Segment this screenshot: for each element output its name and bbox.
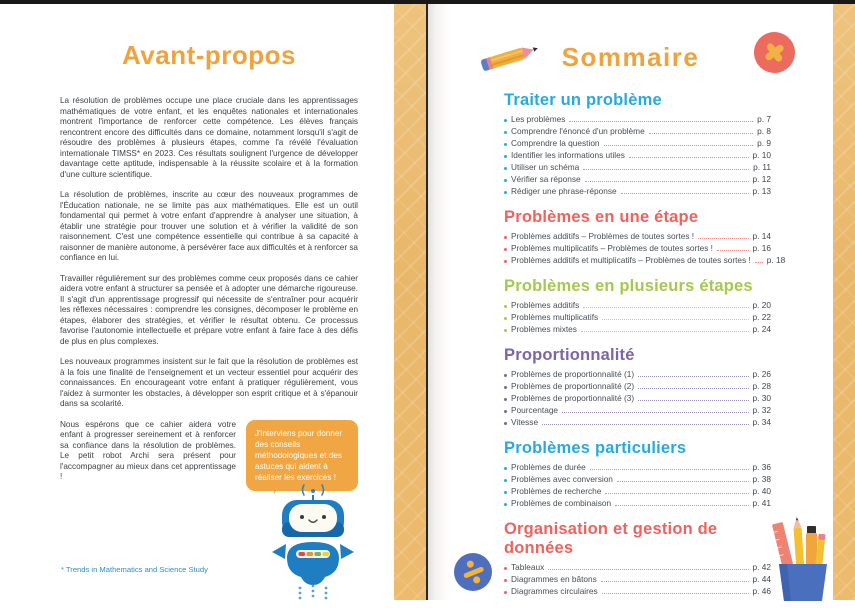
toc-item[interactable] xyxy=(504,243,771,255)
toc-item-label: Comprendre l'énoncé d'un problème xyxy=(511,126,645,136)
robot-speech-bubble: J'interviens pour donner des conseils méthodologiques et des astuces qui aident à réaliser les exercices ! xyxy=(246,420,358,491)
toc-item[interactable] xyxy=(504,498,771,510)
bullet-icon xyxy=(504,386,507,389)
toc-item-page: p. 22 xyxy=(752,312,771,322)
toc-item[interactable] xyxy=(504,186,771,198)
bullet-icon xyxy=(504,329,507,332)
toc xyxy=(504,91,786,608)
bullet-icon xyxy=(504,191,507,194)
bullet-icon xyxy=(504,236,507,239)
dotted-leader xyxy=(542,424,748,425)
toc-item[interactable] xyxy=(504,405,771,417)
toc-item-page: p. 26 xyxy=(752,369,771,379)
bullet-icon xyxy=(504,422,507,425)
toc-item-label: Problèmes de proportionnalité (2) xyxy=(511,381,635,391)
toc-item-label: Problèmes de durée xyxy=(511,462,586,472)
bullet-icon xyxy=(504,317,507,320)
toc-item[interactable] xyxy=(504,474,771,486)
toc-item[interactable] xyxy=(504,231,771,243)
toc-section-heading: Organisation et gestion de données xyxy=(504,520,718,557)
dotted-leader xyxy=(638,388,748,389)
foreword-paragraph: Travailler régulièrement sur des problèmes comme ceux proposés dans ce cahier aidera votre enfant à structurer sa pensée et à adopter une démarche rigoureuse. Il s'agit d'un apprentissage progressif qui nécessite de s'entraîner pour acquérir les réflexes nécessaires : comprendre les consignes, décomposer le problème en étapes, élaborer des stratégies, et vérifier le résultat obtenu. Ce processus favorise l'autonomie intellectuelle et prépare votre enfant à faire face à des défis de plus en plus complexes. xyxy=(60,273,358,346)
toc-section-2 xyxy=(504,277,771,336)
toc-item-page: p. 8 xyxy=(757,126,771,136)
toc-item-label: Problèmes de proportionnalité (3) xyxy=(511,393,635,403)
toc-item-label: Vérifier sa réponse xyxy=(511,174,581,184)
toc-item-page: p. 44 xyxy=(752,574,771,584)
toc-item-label: Pourcentage xyxy=(511,405,559,415)
toc-item-label: Rédiger une phrase-réponse xyxy=(511,186,617,196)
toc-section-heading: Proportionnalité xyxy=(504,346,635,364)
toc-item[interactable] xyxy=(504,462,771,474)
toc-item[interactable] xyxy=(504,150,771,162)
toc-item-label: Comprendre la question xyxy=(511,138,600,148)
foreword-paragraph: Les nouveaux programmes insistent sur le fait que la résolution de problèmes est à la fois une finalité de l'enseignement et un vecteur essentiel pour acquérir des connaissances. En encourageant votre enfant à pratiquer régulièrement, vous l'aidez à surmonter les obstacles, à développer son esprit critique et à s'épanouir dans sa scolarité. xyxy=(60,357,358,408)
toc-item-label: Tableaux xyxy=(511,562,545,572)
book-spread xyxy=(0,4,855,600)
bullet-icon xyxy=(504,567,507,570)
pencil-cup-icon xyxy=(771,514,829,602)
dotted-leader xyxy=(605,493,748,494)
page-title: Sommaire xyxy=(561,42,700,72)
dotted-leader xyxy=(629,157,749,158)
toc-item-label: Problèmes de recherche xyxy=(511,486,602,496)
toc-item[interactable] xyxy=(504,324,771,336)
toc-item-label: Problèmes avec conversion xyxy=(511,474,613,484)
bullet-icon xyxy=(504,579,507,582)
toc-item[interactable] xyxy=(504,417,771,429)
dotted-leader xyxy=(590,469,749,470)
bullet-icon xyxy=(504,167,507,170)
toc-item[interactable] xyxy=(504,162,771,174)
toc-item-page: p. 13 xyxy=(752,186,771,196)
toc-item-page: p. 42 xyxy=(752,562,771,572)
toc-item[interactable] xyxy=(504,300,771,312)
toc-item-label: Vitesse xyxy=(511,417,539,427)
dotted-leader xyxy=(621,193,749,194)
dotted-leader xyxy=(601,581,749,582)
page-avant-propos xyxy=(0,4,428,600)
toc-item-label: Problèmes multiplicatifs – Problèmes de toutes sortes ! xyxy=(511,243,713,253)
toc-section-heading: Traiter un problème xyxy=(504,91,662,109)
bullet-icon xyxy=(504,179,507,182)
division-glyph xyxy=(459,557,487,587)
toc-item-label: Problèmes additifs – Problèmes de toutes sortes ! xyxy=(511,231,695,241)
dotted-leader xyxy=(604,145,754,146)
toc-section-4 xyxy=(504,439,771,510)
dotted-leader xyxy=(638,376,748,377)
bullet-icon xyxy=(504,260,507,263)
toc-item-page: p. 12 xyxy=(752,174,771,184)
bullet-icon xyxy=(504,398,507,401)
toc-item-page: p. 28 xyxy=(752,381,771,391)
toc-section-heading: Problèmes particuliers xyxy=(504,439,687,457)
division-icon xyxy=(454,553,492,591)
bullet-icon xyxy=(504,305,507,308)
toc-item[interactable] xyxy=(504,562,771,574)
toc-item-label: Problèmes de combinaison xyxy=(511,498,612,508)
book-gutter xyxy=(426,4,428,600)
toc-item-page: p. 20 xyxy=(752,300,771,310)
page-edge-decoration-left xyxy=(394,4,426,600)
toc-section-3 xyxy=(504,346,771,429)
scan-edge-bar xyxy=(0,0,855,4)
dotted-leader xyxy=(615,505,748,506)
foreword-paragraph: La résolution de problèmes, inscrite au cœur des nouveaux programmes de l'Éducation nationale, ne se limite pas aux mathématiques. Elle est un outil fondamental qui permet à votre enfant d'apprendre à analyser une situation, à établir une stratégie pour trouver une solution et à vérifier la validité de son raisonnement. C'est une compétence essentielle qui contribue à sa capacité à raisonner de manière autonome, à persévérer face aux difficultés et à renforcer sa confiance en lui. xyxy=(60,190,358,262)
bullet-icon xyxy=(504,410,507,413)
bullet-icon xyxy=(504,374,507,377)
toc-section-0 xyxy=(504,91,771,198)
toc-item-page: p. 36 xyxy=(752,462,771,472)
dotted-leader xyxy=(562,412,748,413)
toc-item-page: p. 30 xyxy=(752,393,771,403)
dotted-leader xyxy=(602,593,749,594)
sommaire-header xyxy=(428,30,855,86)
toc-item-label: Les problèmes xyxy=(511,114,566,124)
toc-item-page: p. 41 xyxy=(752,498,771,508)
robot-mascot-icon xyxy=(252,482,374,600)
bullet-icon xyxy=(504,503,507,506)
toc-section-heading: Problèmes en plusieurs étapes xyxy=(504,277,753,295)
bullet-icon xyxy=(504,491,507,494)
toc-item-label: Problèmes de proportionnalité (1) xyxy=(511,369,635,379)
toc-section-5 xyxy=(504,520,771,598)
bullet-icon xyxy=(504,143,507,146)
toc-item[interactable] xyxy=(504,312,771,324)
toc-item[interactable] xyxy=(504,114,771,126)
bullet-icon xyxy=(504,467,507,470)
toc-section-1 xyxy=(504,208,786,267)
bullet-icon xyxy=(504,591,507,594)
foreword-paragraph: Nous espérons que ce cahier aidera votre enfant à progresser sereinement et à renforcer sa confiance dans la résolution de problèmes. Le petit robot Archi sera présent pour l'accompagner au mieux dans cet apprentissage ! xyxy=(60,419,236,481)
dotted-leader xyxy=(569,121,753,122)
toc-item-page: p. 18 xyxy=(766,255,786,265)
toc-item[interactable] xyxy=(504,574,771,586)
dotted-leader xyxy=(638,400,748,401)
dotted-leader xyxy=(581,331,749,332)
dotted-leader xyxy=(583,307,748,308)
dotted-leader xyxy=(755,262,763,263)
toc-item[interactable] xyxy=(504,369,771,381)
dotted-leader xyxy=(649,133,753,134)
dotted-leader xyxy=(585,181,749,182)
toc-item[interactable] xyxy=(504,138,771,150)
toc-item-page: p. 24 xyxy=(752,324,771,334)
dotted-leader xyxy=(698,238,748,239)
toc-item-label: Identifier les informations utiles xyxy=(511,150,625,160)
toc-item-label: Problèmes additifs xyxy=(511,300,580,310)
page-title: Avant-propos xyxy=(121,40,297,70)
dotted-leader xyxy=(717,250,749,251)
bullet-icon xyxy=(504,131,507,134)
toc-item-label: Diagrammes circulaires xyxy=(511,586,598,596)
footnote: * Trends in Mathematics and Science Study xyxy=(61,565,208,574)
bullet-icon xyxy=(504,119,507,122)
toc-item[interactable] xyxy=(504,393,771,405)
page-sommaire xyxy=(428,4,855,600)
dotted-leader xyxy=(548,569,748,570)
bullet-icon xyxy=(504,248,507,251)
dotted-leader xyxy=(617,481,749,482)
toc-item-page: p. 40 xyxy=(752,486,771,496)
bullet-icon xyxy=(504,479,507,482)
toc-item[interactable] xyxy=(504,255,786,267)
foreword-paragraph: La résolution de problèmes occupe une place cruciale dans les apprentissages mathématiques de votre enfant, et les enquêtes nationales et internationales montrent l'importance de renforcer cette compétence. Les élèves français rencontrent encore des difficultés dans ce domaine, notamment lorsqu'il s'agit de résoudre des problèmes à plusieurs étapes, comme l'a révélé l'évaluation internationale TIMSS* en 2023. Ces résultats soulignent l'urgence de développer davantage cette aptitude, indispensable à la réussite scolaire et à la formation d'une culture scientifique. xyxy=(60,96,358,179)
toc-item[interactable] xyxy=(504,486,771,498)
toc-item-label: Problèmes additifs et multiplicatifs – Problèmes de toutes sortes ! xyxy=(511,255,751,265)
toc-item-page: p. 34 xyxy=(752,417,771,427)
toc-item-page: p. 9 xyxy=(757,138,771,148)
toc-item[interactable] xyxy=(504,126,771,138)
toc-item[interactable] xyxy=(504,381,771,393)
toc-item-page: p. 38 xyxy=(752,474,771,484)
bullet-icon xyxy=(504,155,507,158)
toc-item-page: p. 11 xyxy=(753,162,771,172)
toc-item-page: p. 32 xyxy=(752,405,771,415)
toc-item-label: Diagrammes en bâtons xyxy=(511,574,597,584)
toc-item-page: p. 10 xyxy=(752,150,771,160)
toc-item-page: p. 16 xyxy=(752,243,771,253)
toc-item-label: Utiliser un schéma xyxy=(511,162,580,172)
toc-item-label: Problèmes mixtes xyxy=(511,324,577,334)
toc-item[interactable] xyxy=(504,586,771,598)
toc-item[interactable] xyxy=(504,174,771,186)
page-edge-decoration-right xyxy=(833,4,855,600)
toc-item-label: Problèmes multiplicatifs xyxy=(511,312,599,322)
dotted-leader xyxy=(602,319,748,320)
toc-item-page: p. 14 xyxy=(752,231,771,241)
dotted-leader xyxy=(583,169,749,170)
toc-item-page: p. 46 xyxy=(752,586,771,596)
toc-section-heading: Problèmes en une étape xyxy=(504,208,699,226)
foreword-content xyxy=(60,40,358,493)
toc-item-page: p. 7 xyxy=(757,114,771,124)
